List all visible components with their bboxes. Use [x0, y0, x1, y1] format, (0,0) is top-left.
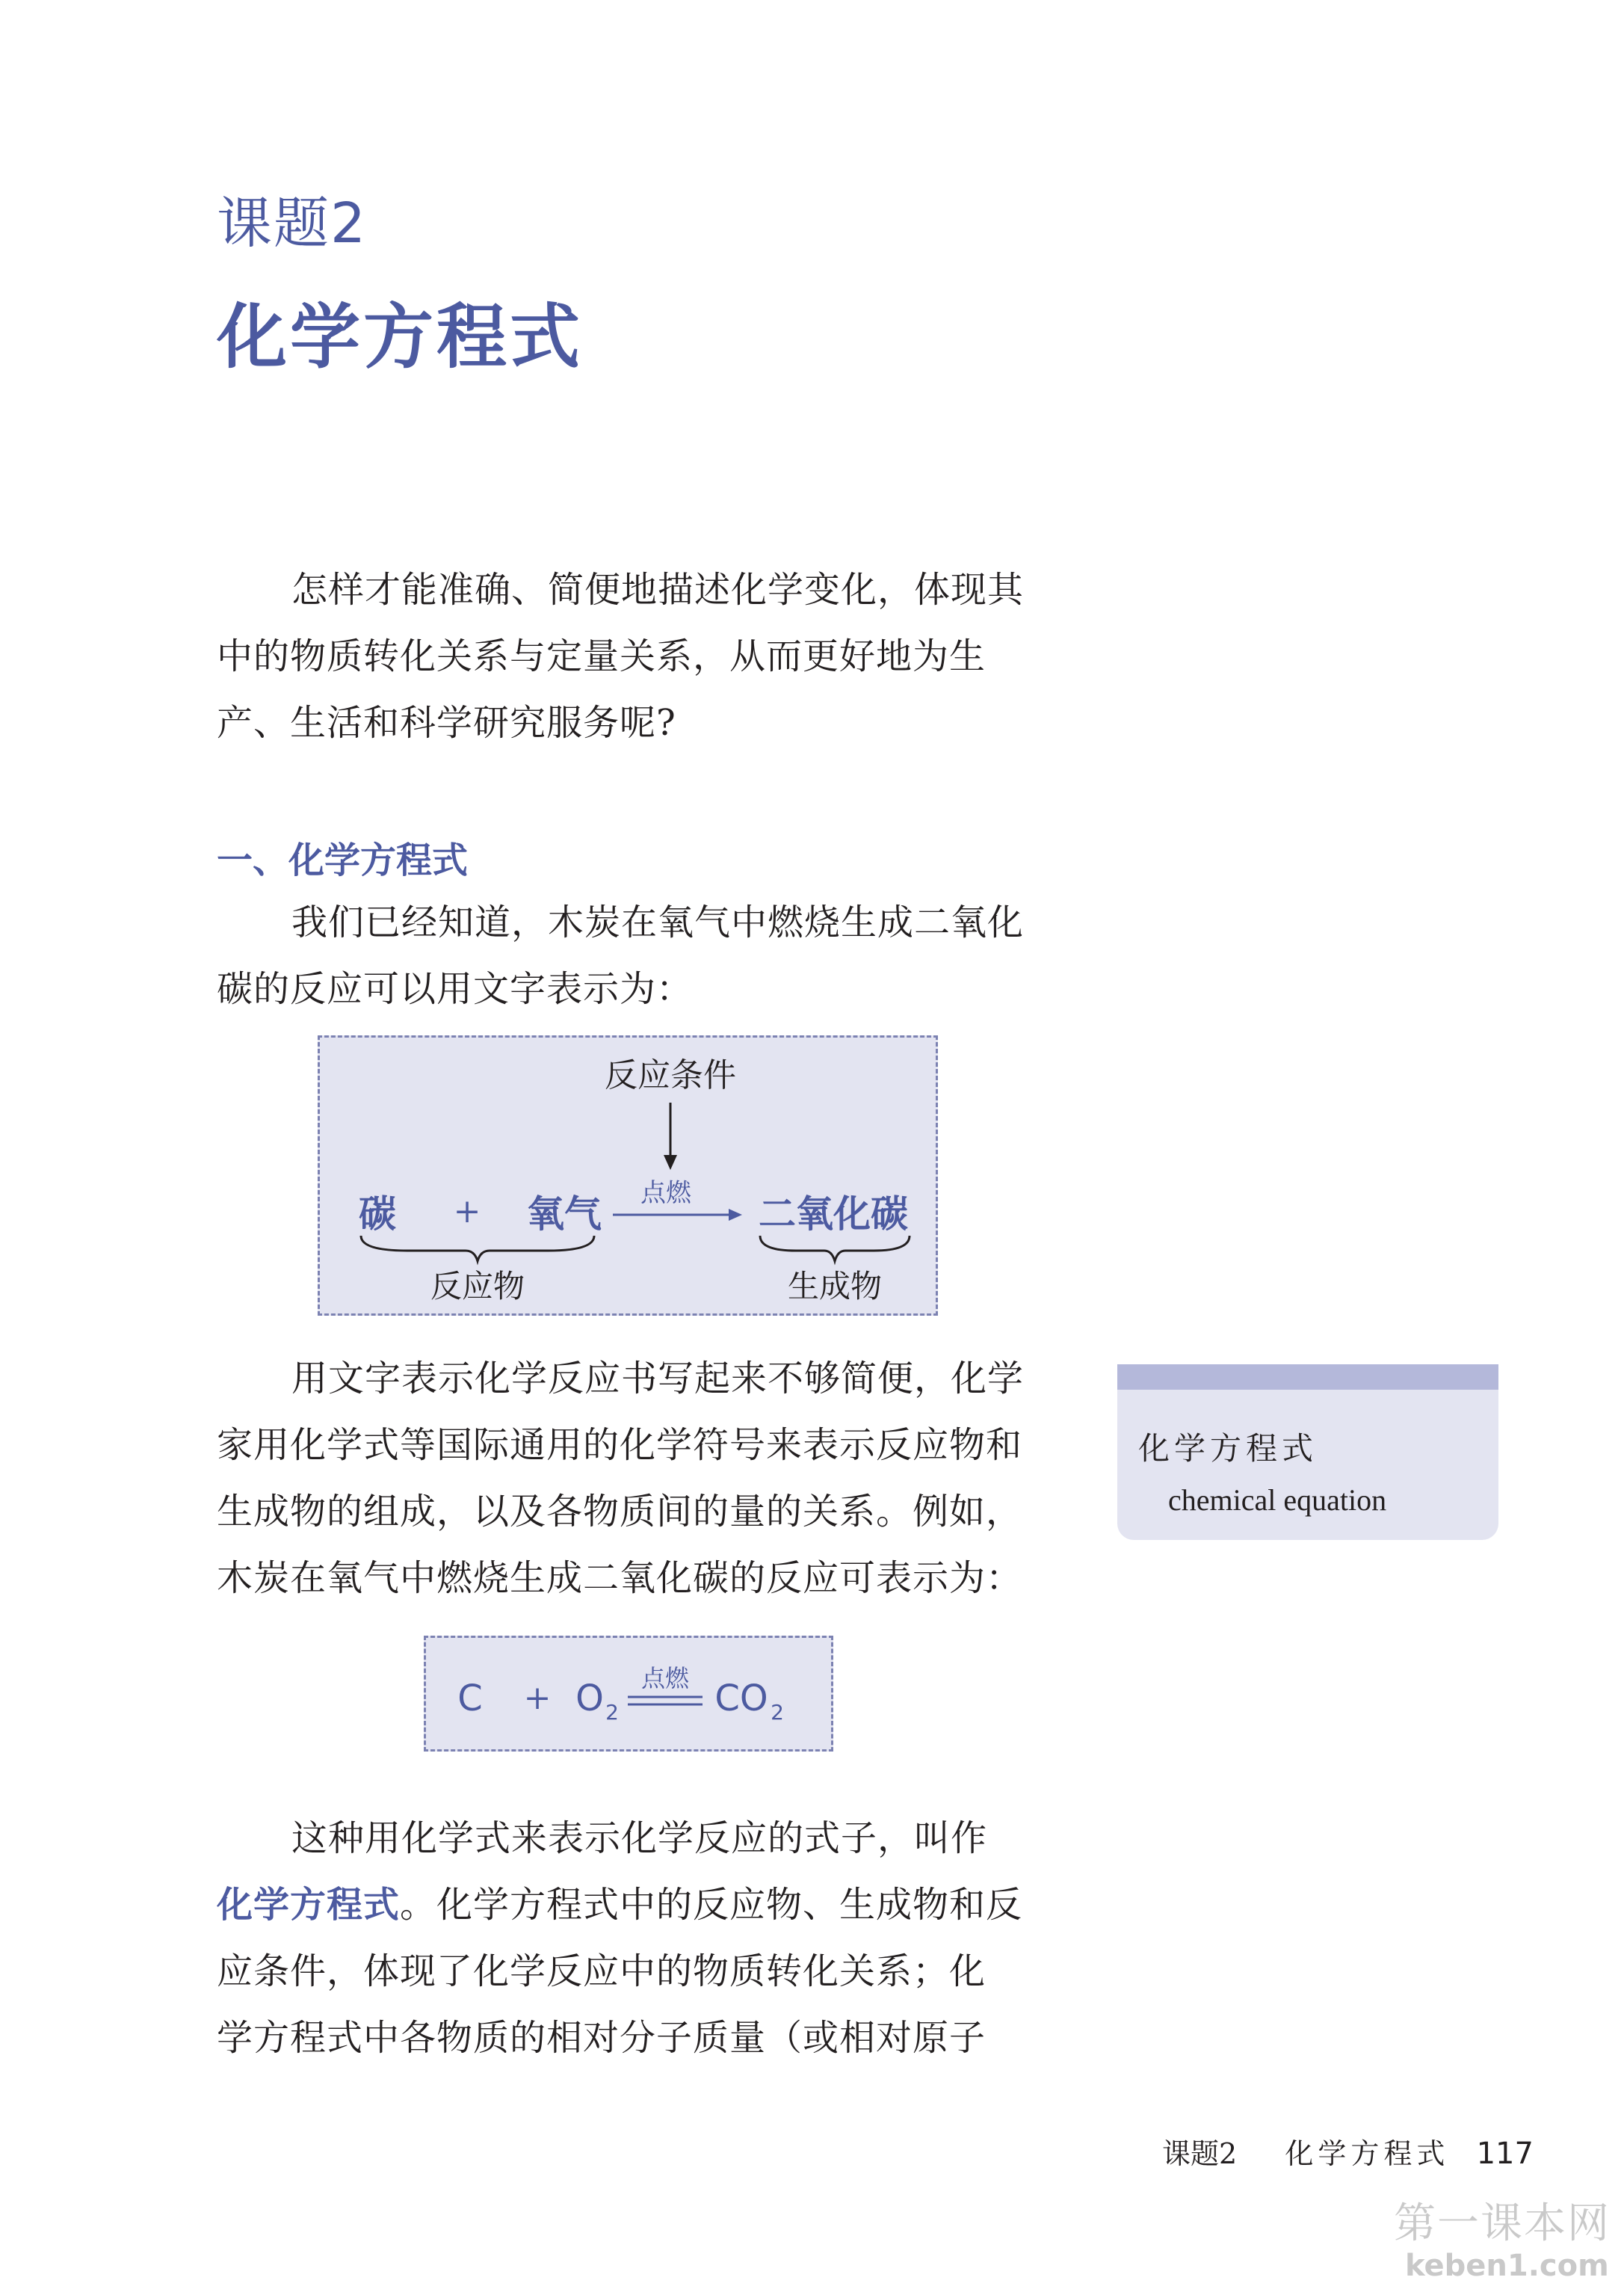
- footer-title: 化学方程式: [1285, 2137, 1450, 2170]
- formula-oxygen-subscript: 2: [605, 1700, 619, 1725]
- paragraph-line: [217, 1872, 1022, 1938]
- intro-line: 产、生活和科学研究服务呢?: [217, 702, 676, 744]
- formula-plus-sign: +: [523, 1679, 552, 1717]
- reactant-carbon: 碳: [359, 1192, 396, 1236]
- formula-carbon: C: [457, 1678, 483, 1719]
- paragraph-line: 家用化学式等国际通用的化学符号来表示反应物和: [217, 1424, 1023, 1466]
- intro-paragraph: [217, 557, 1024, 757]
- formula-co2: CO: [714, 1678, 768, 1719]
- product-co2: 二氧化碳: [759, 1192, 908, 1236]
- page-footer: [1162, 2131, 1534, 2172]
- products-label: 生成物: [787, 1268, 883, 1304]
- paragraph-line: 木炭在氧气中燃烧生成二氧化碳的反应可表示为：: [217, 1557, 1023, 1599]
- condition-label: 反应条件: [605, 1056, 736, 1094]
- paragraph-text: 。化学方程式中的反应物、生成物和反: [400, 1884, 1023, 1926]
- paragraph-line: 用文字表示化学反应书写起来不够简便，化学: [291, 1358, 1025, 1399]
- sidebar-top-bar: [1117, 1364, 1498, 1390]
- formula-equation-box: [424, 1636, 833, 1752]
- section-heading: 一、化学方程式: [217, 840, 469, 881]
- page-number: 117: [1476, 2137, 1534, 2171]
- arrow-down-icon: [664, 1155, 677, 1170]
- paragraph-line: 碳的反应可以用文字表示为：: [217, 968, 694, 1010]
- glossary-term-en: chemical equation: [1168, 1483, 1387, 1517]
- paragraph-line: 我们已经知道，木炭在氧气中燃烧生成二氧化: [291, 902, 1025, 943]
- arrow-right-icon: [729, 1209, 742, 1221]
- key-term: 化学方程式: [217, 1884, 401, 1926]
- paragraph-3: [217, 1805, 1022, 2071]
- paragraph-line: 生成物的组成，以及各物质间的量的关系。例如，: [217, 1491, 1023, 1532]
- page-title: 化学方程式: [217, 297, 584, 378]
- intro-line: 怎样才能准确、简便地描述化学变化，体现其: [291, 569, 1025, 611]
- formula-oxygen: O: [575, 1678, 604, 1719]
- glossary-term-cn: 化学方程式: [1138, 1430, 1318, 1467]
- formula-condition: 点燃: [640, 1664, 690, 1692]
- paragraph-line: 学方程式中各物质的相对分子质量（或相对原子: [217, 2017, 987, 2059]
- paragraph-2: [217, 1346, 1024, 1612]
- products-brace: [760, 1236, 910, 1261]
- reactant-oxygen: 氧气: [527, 1192, 602, 1236]
- intro-line: 中的物质转化关系与定量关系，从而更好地为生: [217, 635, 987, 677]
- paragraph-line: 应条件，体现了化学反应中的物质转化关系；化: [217, 1950, 987, 1992]
- formula-co2-subscript: 2: [771, 1700, 784, 1725]
- paragraph-line: 这种用化学式来表示化学反应的式子，叫作: [291, 1817, 988, 1859]
- formula-equation-diagram: [424, 1636, 833, 1752]
- paragraph-1: [217, 890, 1024, 1023]
- plus-sign: +: [453, 1192, 481, 1230]
- glossary-sidebar: [1117, 1364, 1498, 1540]
- watermark-title: 第一课本网: [1394, 2199, 1611, 2248]
- word-equation-diagram: [318, 1035, 938, 1316]
- condition-text: 点燃: [640, 1178, 691, 1208]
- reactants-brace: [361, 1236, 594, 1261]
- footer-lesson: 课题2: [1162, 2137, 1238, 2170]
- word-equation-box: [318, 1035, 938, 1316]
- reactants-label: 反应物: [430, 1268, 525, 1304]
- lesson-number: 课题2: [217, 191, 368, 256]
- watermark-url: keben1.com: [1405, 2249, 1609, 2283]
